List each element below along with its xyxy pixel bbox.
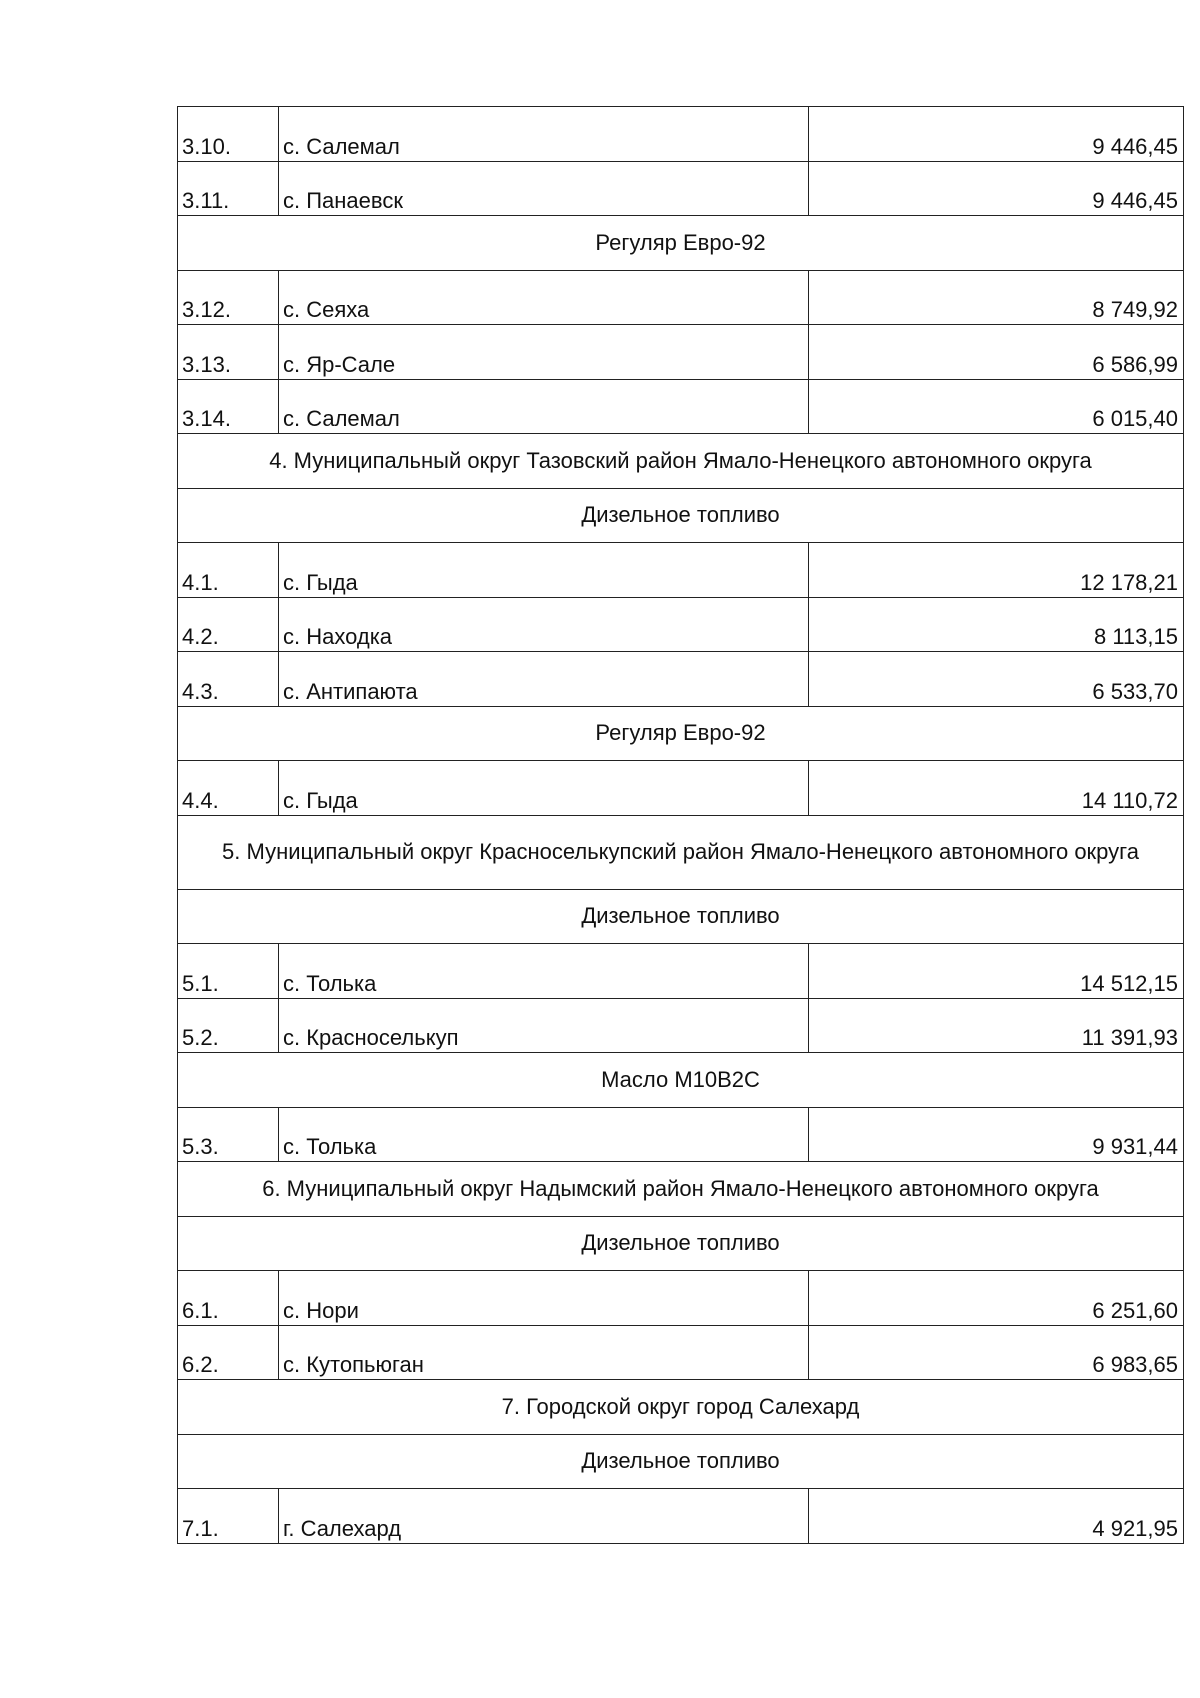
- settlement-cell: с. Гыда: [279, 761, 809, 816]
- price-table-body: [178, 107, 1184, 1544]
- settlement-cell: с. Антипаюта: [279, 652, 809, 707]
- settlement-cell: с. Толька: [279, 1107, 809, 1162]
- section-header: Масло М10В2С: [178, 1053, 1184, 1108]
- row-number-cell: 6.1.: [178, 1271, 279, 1326]
- table-row: [178, 998, 1184, 1053]
- section-header: Регуляр Евро-92: [178, 216, 1184, 271]
- settlement-cell: с. Красноселькуп: [279, 998, 809, 1053]
- section-header-row: [178, 488, 1184, 543]
- row-number-cell: 3.10.: [178, 107, 279, 162]
- section-header-row: [178, 216, 1184, 271]
- price-cell: 11 391,93: [809, 998, 1184, 1053]
- section-header-row: [178, 1053, 1184, 1108]
- row-number-cell: 5.1.: [178, 944, 279, 999]
- row-number-cell: 6.2.: [178, 1325, 279, 1380]
- table-row: [178, 1271, 1184, 1326]
- section-header: Дизельное топливо: [178, 1216, 1184, 1271]
- row-number-cell: 3.11.: [178, 161, 279, 216]
- row-number-cell: 3.12.: [178, 270, 279, 325]
- settlement-cell: с. Кутопьюган: [279, 1325, 809, 1380]
- settlement-cell: с. Сеяха: [279, 270, 809, 325]
- price-cell: 6 251,60: [809, 1271, 1184, 1326]
- table-row: [178, 543, 1184, 598]
- row-number-cell: 4.3.: [178, 652, 279, 707]
- settlement-cell: с. Нори: [279, 1271, 809, 1326]
- section-header-row: [178, 815, 1184, 889]
- table-row: [178, 325, 1184, 380]
- row-number-cell: 4.4.: [178, 761, 279, 816]
- row-number-cell: 3.14.: [178, 379, 279, 434]
- settlement-cell: с. Толька: [279, 944, 809, 999]
- section-header: 5. Муниципальный округ Красноселькупский район Ямало-Ненецкого автономного округа: [178, 815, 1184, 889]
- section-header-row: [178, 1216, 1184, 1271]
- row-number-cell: 4.2.: [178, 597, 279, 652]
- price-cell: 9 931,44: [809, 1107, 1184, 1162]
- section-header: 7. Городской округ город Салехард: [178, 1380, 1184, 1435]
- price-table: [177, 106, 1184, 1544]
- section-header-row: [178, 889, 1184, 944]
- settlement-cell: с. Салемал: [279, 107, 809, 162]
- table-row: [178, 1107, 1184, 1162]
- row-number-cell: 5.2.: [178, 998, 279, 1053]
- table-row: [178, 944, 1184, 999]
- price-cell: 6 015,40: [809, 379, 1184, 434]
- price-cell: 12 178,21: [809, 543, 1184, 598]
- row-number-cell: 7.1.: [178, 1489, 279, 1544]
- table-row: [178, 379, 1184, 434]
- price-cell: 6 586,99: [809, 325, 1184, 380]
- price-cell: 14 512,15: [809, 944, 1184, 999]
- section-header-row: [178, 434, 1184, 489]
- settlement-cell: с. Панаевск: [279, 161, 809, 216]
- price-cell: 14 110,72: [809, 761, 1184, 816]
- table-row: [178, 270, 1184, 325]
- price-cell: 9 446,45: [809, 161, 1184, 216]
- section-header: Регуляр Евро-92: [178, 706, 1184, 761]
- price-cell: 6 983,65: [809, 1325, 1184, 1380]
- section-header-row: [178, 1380, 1184, 1435]
- price-cell: 9 446,45: [809, 107, 1184, 162]
- table-row: [178, 1489, 1184, 1544]
- row-number-cell: 5.3.: [178, 1107, 279, 1162]
- settlement-cell: с. Яр-Сале: [279, 325, 809, 380]
- row-number-cell: 4.1.: [178, 543, 279, 598]
- section-header: 6. Муниципальный округ Надымский район Ямало-Ненецкого автономного округа: [178, 1162, 1184, 1217]
- section-header-row: [178, 706, 1184, 761]
- table-row: [178, 652, 1184, 707]
- section-header-row: [178, 1434, 1184, 1489]
- settlement-cell: с. Салемал: [279, 379, 809, 434]
- settlement-cell: с. Находка: [279, 597, 809, 652]
- section-header: Дизельное топливо: [178, 889, 1184, 944]
- settlement-cell: с. Гыда: [279, 543, 809, 598]
- table-row: [178, 761, 1184, 816]
- price-cell: 8 113,15: [809, 597, 1184, 652]
- section-header-row: [178, 1162, 1184, 1217]
- table-row: [178, 107, 1184, 162]
- table-row: [178, 597, 1184, 652]
- row-number-cell: 3.13.: [178, 325, 279, 380]
- section-header: 4. Муниципальный округ Тазовский район Ямало-Ненецкого автономного округа: [178, 434, 1184, 489]
- section-header: Дизельное топливо: [178, 1434, 1184, 1489]
- price-cell: 6 533,70: [809, 652, 1184, 707]
- price-cell: 8 749,92: [809, 270, 1184, 325]
- table-row: [178, 1325, 1184, 1380]
- table-row: [178, 161, 1184, 216]
- settlement-cell: г. Салехард: [279, 1489, 809, 1544]
- price-cell: 4 921,95: [809, 1489, 1184, 1544]
- section-header: Дизельное топливо: [178, 488, 1184, 543]
